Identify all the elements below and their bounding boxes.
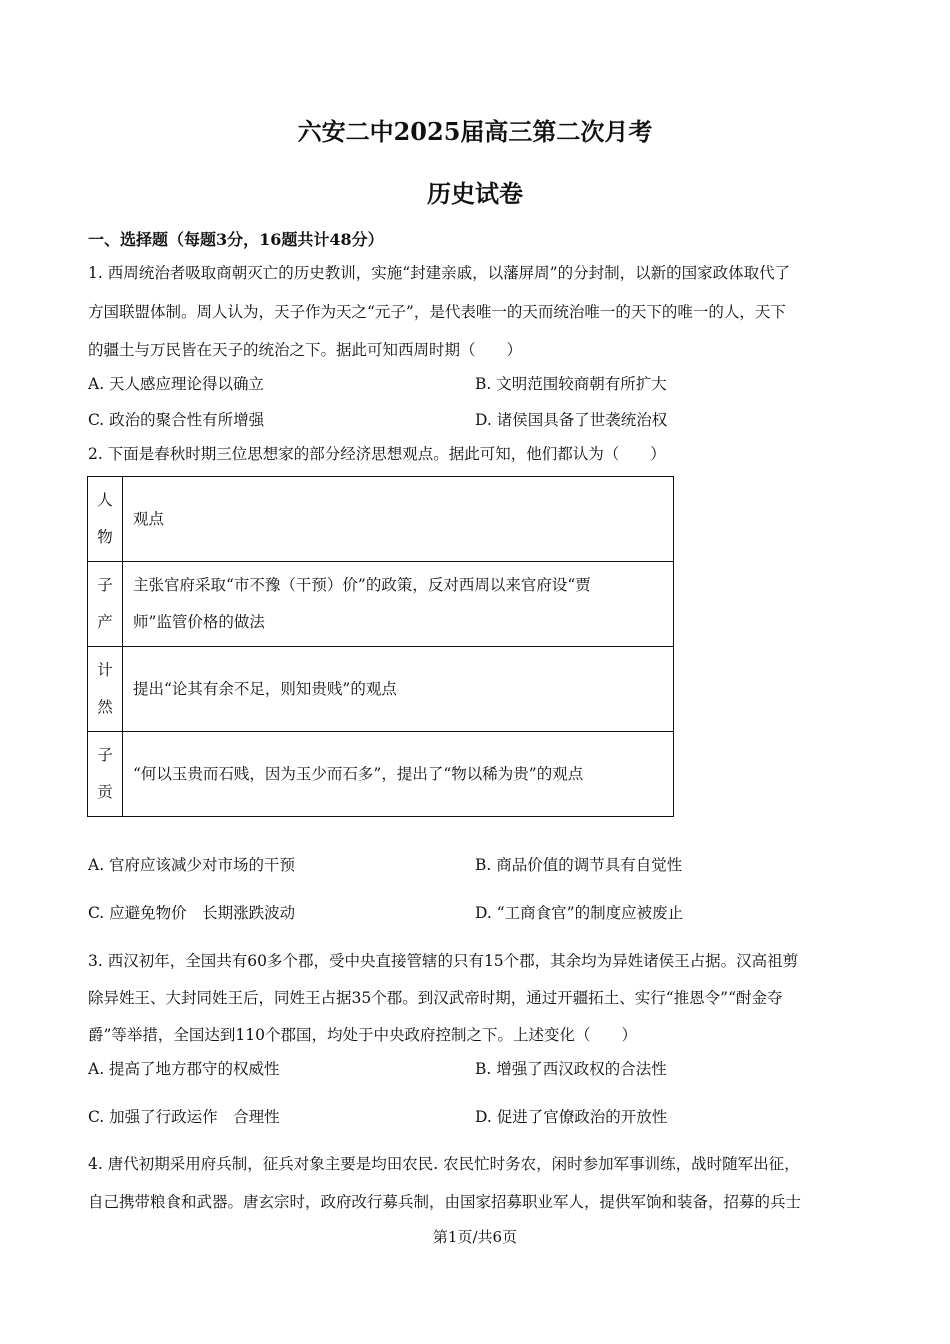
cell-char: 子 (97, 576, 113, 594)
q3-option-c: C. 加强了行政运作 合理性 (88, 1108, 280, 1126)
cell-text: 提出“论其有余不足，则知贵贱”的观点 (133, 679, 397, 698)
q1-line: 1. 西周统治者吸取商朝灭亡的历史教训，实施“封建亲戚，以藩屏周”的分封制，以新的国家政体取代了 (88, 264, 791, 282)
table-row (88, 562, 674, 647)
cell-char: 贡 (97, 783, 113, 801)
cell-char: 计 (97, 661, 113, 679)
q2-stem: 2. 下面是春秋时期三位思想家的部分经济思想观点。据此可知，他们都认为（ ） (88, 445, 666, 463)
q1-option-a: A. 天人感应理论得以确立 (88, 375, 265, 393)
q1-line: 的疆土与万民皆在天子的统治之下。据此可知西周时期（ ） (88, 341, 523, 359)
q2-table (87, 476, 674, 817)
table-cell-view (123, 647, 674, 732)
table-header-row (88, 477, 674, 562)
cell-char: 然 (97, 698, 113, 716)
page-footer: 第1页/共6页 (432, 1228, 518, 1246)
q1-option-c: C. 政治的聚合性有所增强 (88, 411, 265, 429)
q1-option-d: D. 诸侯国具备了世袭统治权 (475, 411, 668, 429)
q3-option-b: B. 增强了西汉政权的合法性 (475, 1060, 667, 1078)
cell-char: 人 (97, 491, 113, 509)
cell-char: 子 (97, 746, 113, 764)
cell-text: 师”监管价格的做法 (133, 613, 265, 631)
table-cell-person (88, 477, 123, 562)
table-cell-person (88, 562, 123, 647)
q2-option-d: D. “工商食官”的制度应被废止 (475, 904, 684, 922)
cell-text: “何以玉贵而石贱，因为玉少而石多”，提出了“物以稀为贵”的观点 (133, 764, 584, 783)
table-row (88, 647, 674, 732)
q2-option-a: A. 官府应该减少对市场的干预 (88, 856, 296, 874)
cell-char: 产 (97, 613, 113, 631)
cell-char: 物 (97, 528, 113, 546)
q3-line: 爵”等举措，全国达到110个郡国，均处于中央政府控制之下。上述变化（ ） (88, 1026, 638, 1044)
q4-line: 自己携带粮食和武器。唐玄宗时，政府改行募兵制，由国家招募职业军人，提供军饷和装备，招募的兵士 (88, 1193, 802, 1211)
q3-line: 除异姓王、大封同姓王后，同姓王占据35个郡。到汉武帝时期，通过开疆拓土、实行“推恩令”“酎金夺 (88, 989, 783, 1007)
cell-text: 主张官府采取“市不豫（干预）价”的政策，反对西周以来官府设“贾 (133, 576, 591, 594)
q2-option-b: B. 商品价值的调节具有自觉性 (475, 856, 683, 874)
exam-subtitle: 历史试卷 (427, 179, 523, 208)
q2-option-c: C. 应避免物价 长期涨跌波动 (88, 904, 296, 922)
q1-option-b: B. 文明范围较商朝有所扩大 (475, 375, 667, 393)
q1-line: 方国联盟体制。周人认为，天子作为天之“元子”，是代表唯一的天而统治唯一的天下的唯一的人，天下 (88, 303, 786, 321)
q3-option-d: D. 促进了官僚政治的开放性 (475, 1108, 668, 1126)
table-cell-person (88, 647, 123, 732)
exam-title: 六安二中2025届高三第二次月考 (297, 117, 653, 146)
section-heading: 一、选择题（每题3分，16题共计48分） (88, 230, 384, 249)
table-cell-person (88, 732, 123, 817)
q3-option-a: A. 提高了地方郡守的权威性 (88, 1060, 280, 1078)
q4-line: 4. 唐代初期采用府兵制，征兵对象主要是均田农民. 农民忙时务农，闲时参加军事训练，战时随军出征， (88, 1155, 800, 1173)
table-cell-view: 观点 (123, 477, 674, 562)
table-row (88, 732, 674, 817)
q3-line: 3. 西汉初年，全国共有60多个郡，受中央直接管辖的只有15个郡，其余均为异姓诸侯王占据。汉高祖剪 (88, 952, 799, 970)
table-cell-view (123, 562, 674, 647)
table-cell-view (123, 732, 674, 817)
